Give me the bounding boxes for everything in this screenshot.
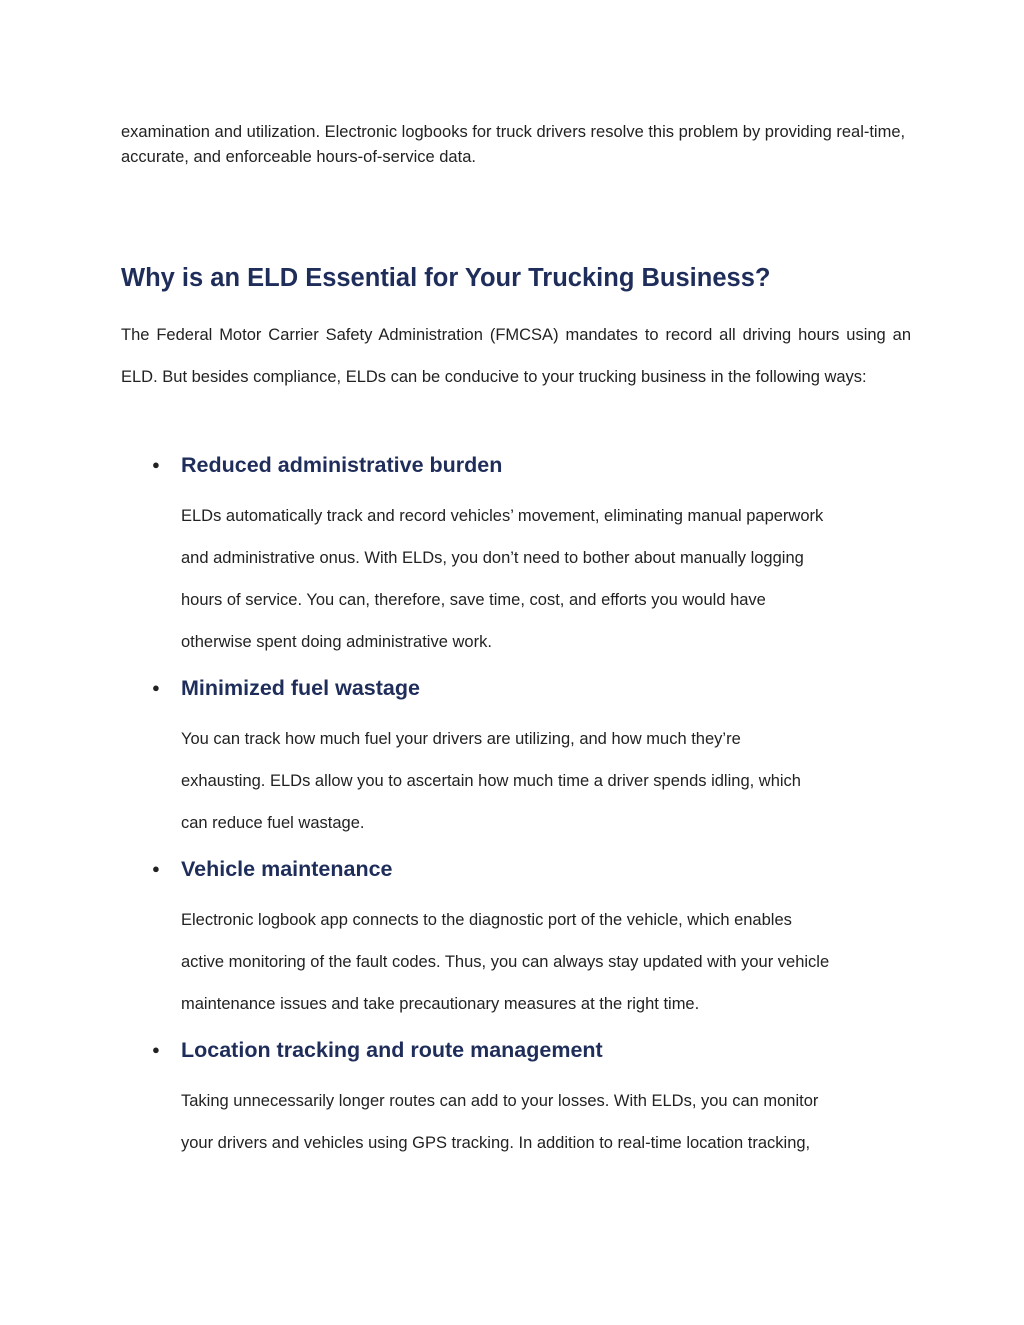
bullet-title: Vehicle maintenance (181, 857, 393, 881)
bullet-body-administrative (181, 495, 911, 663)
body-line: You can track how much fuel your drivers are utilizing, and how much they’re (181, 730, 741, 748)
bullet-icon: ● (152, 457, 160, 472)
intro-paragraph: examination and utilization. Electronic logbooks for truck drivers resolve this problem by providing real-time, accurate, and enforceable hours-of-service data. (121, 123, 906, 166)
body-line: and administrative onus. With ELDs, you don’t need to bother about manually logging (181, 549, 804, 567)
body-line: ELDs automatically track and record vehicles’ movement, eliminating manual paperwork (181, 507, 824, 525)
bullet-heading-location (152, 1035, 603, 1065)
body-line: Taking unnecessarily longer routes can add to your losses. With ELDs, you can monitor (181, 1092, 819, 1110)
bullet-heading-fuel (152, 673, 420, 703)
body-line: exhausting. ELDs allow you to ascertain how much time a driver spends idling, which (181, 772, 801, 790)
bullet-icon: ● (152, 1042, 160, 1057)
body-line: your drivers and vehicles using GPS tracking. In addition to real-time location tracking, (181, 1134, 811, 1152)
body-line: can reduce fuel wastage. (181, 814, 365, 832)
bullet-icon: ● (152, 861, 160, 876)
body-line: active monitoring of the fault codes. Thus, you can always stay updated with your vehicle (181, 953, 830, 971)
bullet-title: Location tracking and route management (181, 1038, 603, 1062)
bullet-body-location (181, 1080, 911, 1164)
bullet-heading-administrative (152, 450, 502, 480)
section-heading: Why is an ELD Essential for Your Trucking Business? (121, 264, 771, 292)
body-line: hours of service. You can, therefore, save time, cost, and efforts you would have (181, 591, 766, 609)
bullet-body-maintenance (181, 899, 911, 1025)
bullet-body-fuel (181, 718, 911, 844)
bullet-title: Reduced administrative burden (181, 453, 503, 477)
body-line: otherwise spent doing administrative work. (181, 633, 492, 651)
bullet-heading-maintenance (152, 854, 393, 884)
bullet-title: Minimized fuel wastage (181, 676, 420, 700)
lead-paragraph: The Federal Motor Carrier Safety Administration (FMCSA) mandates to record all driving hours using an ELD. But besides compliance, ELDs can be conducive to your trucking business in the following ways: (121, 326, 911, 386)
body-line: Electronic logbook app connects to the diagnostic port of the vehicle, which enables (181, 911, 792, 929)
bullet-icon: ● (152, 680, 160, 695)
body-line: maintenance issues and take precautionary measures at the right time. (181, 995, 700, 1013)
